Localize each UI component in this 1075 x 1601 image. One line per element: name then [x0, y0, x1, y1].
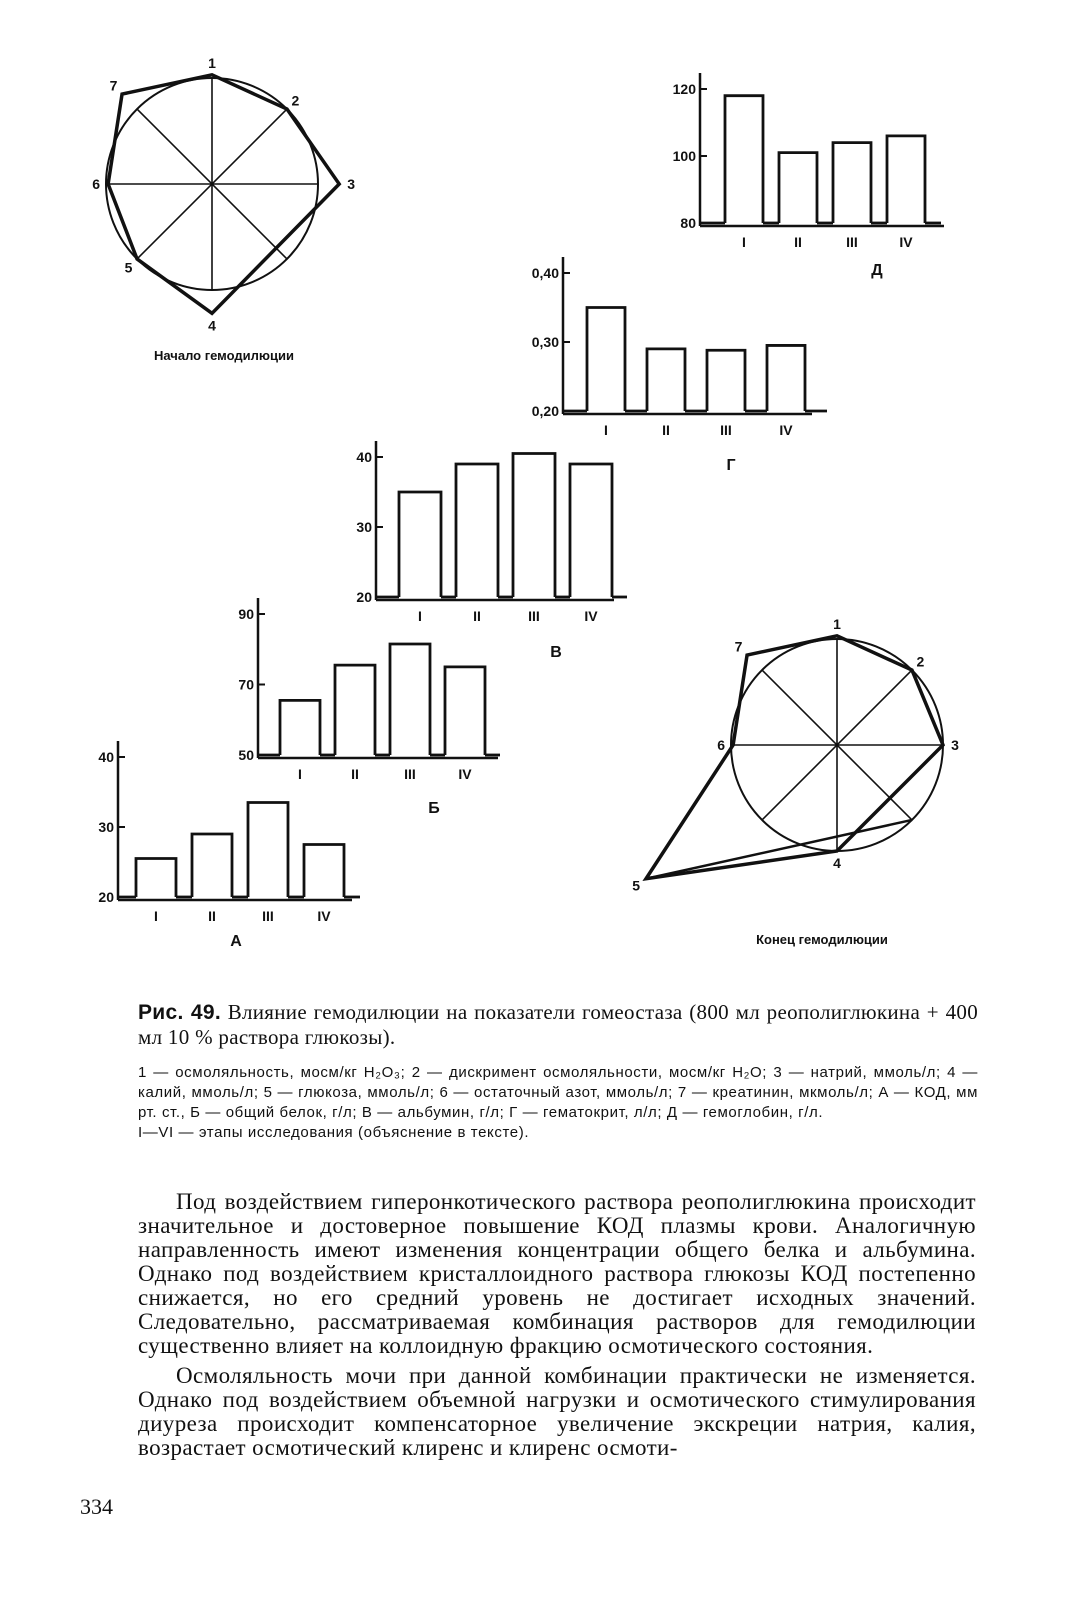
paragraph: Осмоляльность мочи при данной комбинации практически не изменяется. Однако под воздействием объемной нагрузки и осмотического стимулирования диуреза происходит компенсаторное увеличение экскреции натрия, калия, возрастает осмотический клиренс и клиренс осмоти-: [138, 1363, 976, 1460]
page-number: 334: [80, 1494, 113, 1519]
bar-chart-B: [238, 598, 500, 817]
bar: [767, 345, 805, 411]
y-tick-label: 50: [238, 747, 254, 763]
radar-axis-label: 3: [951, 737, 959, 753]
chart-title: А: [230, 933, 242, 950]
bar: [647, 349, 685, 411]
paragraph: Под воздействием гиперонкотического раствора реополиглюкина происходит значительное и достоверное повышение КОД плазмы крови. Аналогичную направленность имеют изменения концентрации общего белка и альбумина. Однако под воздействием кристаллоидного раствора глюкозы КОД постепенно снижается, но его средний уровень не достигает исходных значений. Следовательно, рассматриваемая комбинация растворов для гемодилюции существенно влияет на коллоидную фракцию осмотического состояния.: [138, 1189, 976, 1358]
bar: [335, 665, 375, 755]
chart-title: В: [550, 644, 562, 661]
radar-axis-label: 3: [347, 176, 356, 192]
bar-chart-V: [356, 441, 627, 661]
bar-chart-G: [532, 257, 827, 474]
x-tick-label: I: [604, 422, 608, 438]
y-tick-label: 80: [680, 215, 696, 231]
figure-legend: [138, 1063, 978, 1143]
y-tick-label: 20: [356, 589, 372, 605]
bar: [304, 845, 344, 898]
x-tick-label: II: [208, 908, 216, 924]
bar: [707, 350, 745, 411]
bar: [887, 136, 925, 223]
x-tick-label: II: [351, 766, 359, 782]
bar: [280, 700, 320, 755]
radar-axis-label: 5: [632, 877, 641, 894]
radar-axis-label: 6: [92, 176, 101, 192]
chart-title: Б: [428, 800, 440, 817]
bar: [248, 803, 288, 898]
radar-chord: [646, 820, 912, 879]
bar: [192, 834, 232, 897]
y-tick-label: 100: [672, 148, 696, 164]
x-tick-label: I: [418, 608, 422, 624]
x-tick-label: II: [473, 608, 481, 624]
x-tick-label: IV: [779, 422, 793, 438]
body-text: [138, 1190, 976, 1466]
bar: [390, 644, 430, 755]
radar-title: Начало гемодилюции: [154, 348, 294, 363]
bar: [456, 464, 498, 597]
bar: [725, 96, 763, 223]
x-tick-label: III: [846, 234, 858, 250]
bar-chart-A: [98, 741, 360, 950]
x-tick-label: IV: [899, 234, 913, 250]
chart-title: Г: [726, 457, 736, 474]
x-tick-label: I: [154, 908, 158, 924]
radar-axis-label: 2: [916, 653, 925, 670]
x-tick-label: IV: [317, 908, 331, 924]
bar: [833, 143, 871, 223]
y-tick-label: 0,30: [531, 334, 559, 350]
y-tick-label: 20: [98, 889, 114, 905]
y-tick-label: 0,40: [531, 265, 559, 281]
bar: [779, 153, 817, 223]
x-tick-label: I: [298, 766, 302, 782]
bar: [570, 464, 612, 597]
x-tick-label: IV: [458, 766, 472, 782]
radar-axis-label: 7: [109, 77, 118, 94]
legend-line: I—VI — этапы исследования (объяснение в тексте).: [138, 1124, 530, 1141]
x-tick-label: III: [262, 908, 274, 924]
x-tick-label: IV: [584, 608, 598, 624]
y-tick-label: 120: [672, 81, 696, 97]
y-tick-label: 40: [356, 449, 372, 465]
radar-start: [92, 55, 355, 363]
x-tick-label: II: [662, 422, 670, 438]
x-tick-label: III: [720, 422, 732, 438]
radar-end: [632, 616, 959, 947]
y-tick-label: 30: [356, 519, 372, 535]
y-tick-label: 90: [238, 606, 254, 622]
radar-polygon: [108, 75, 339, 314]
y-tick-label: 30: [98, 819, 114, 835]
radar-axis-label: 1: [833, 615, 841, 632]
bar-chart-D: [673, 73, 944, 279]
radar-axis-label: 6: [717, 737, 726, 753]
radar-axis-label: 4: [833, 855, 841, 871]
bar: [587, 308, 625, 412]
radar-axis-label: 1: [208, 54, 216, 71]
legend-line: 1 — осмоляльность, мосм/кг H₂O₃; 2 — дискримент осмоляльности, мосм/кг H₂O; 3 — натрий, ммоль/л; 4 — калий, ммоль/л; 5 — глюкоза, ммоль/л; 6 — остаточный азот, ммоль/л; 7 — креатинин, мкмоль/л; А — КОД, мм рт. ст., Б — общий белок, г/л; В — альбумин, г/л; Г — гематокрит, л/л; Д — гемоглобин, г/л.: [138, 1064, 978, 1121]
chart-title: Д: [871, 262, 883, 279]
figure-number: Рис. 49.: [138, 1001, 221, 1024]
radar-title: Конец гемодилюции: [756, 932, 888, 947]
figure-caption: [138, 1000, 978, 1050]
x-tick-label: III: [528, 608, 540, 624]
x-tick-label: III: [404, 766, 416, 782]
radar-axis-label: 5: [124, 259, 133, 276]
y-tick-label: 40: [98, 749, 114, 765]
figure-caption-text: Влияние гемодилюции на показатели гомеостаза (800 мл реополиглюкина + 400 мл 10 % раствора глюкозы).: [138, 1000, 978, 1049]
x-tick-label: I: [742, 234, 746, 250]
y-tick-label: 70: [238, 676, 254, 693]
bar: [399, 492, 441, 597]
radar-axis-label: 4: [208, 317, 216, 334]
y-tick-label: 0,20: [531, 403, 559, 419]
bar: [445, 667, 485, 755]
x-tick-label: II: [794, 234, 802, 250]
bar: [513, 454, 555, 598]
radar-axis-label: 7: [734, 638, 743, 655]
bar: [136, 859, 176, 898]
radar-axis-label: 2: [291, 92, 300, 109]
